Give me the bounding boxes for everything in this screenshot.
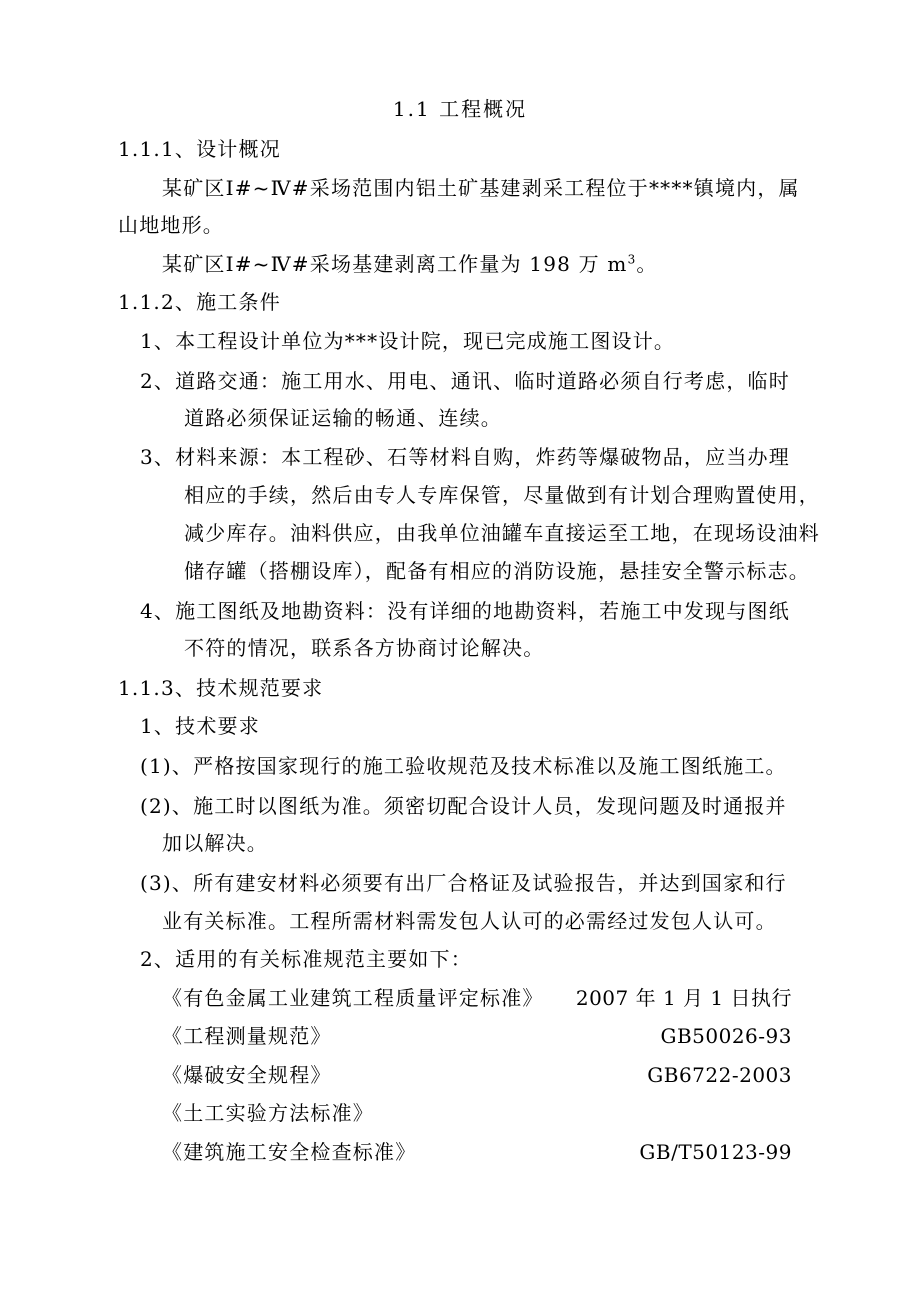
requirement-continuation: 加以解决。 — [162, 831, 268, 855]
requirement-continuation: 业有关标准。工程所需材料需发包人认可的必需经过发包人认可。 — [162, 909, 777, 933]
list-item-continuation: 不符的情况，联系各方协商讨论解决。 — [184, 636, 545, 660]
paragraph-line: 某矿区Ⅰ#~Ⅳ#采场范围内铝土矿基建剥采工程位于****镇境内，属 — [162, 176, 800, 200]
sub-heading: 2、适用的有关标准规范主要如下： — [140, 947, 472, 971]
standard-code: GB/T50123-99 — [639, 1140, 792, 1164]
standard-name: 《工程测量规范》 — [162, 1024, 332, 1048]
list-item: 3、材料来源：本工程砂、石等材料自购，炸药等爆破物品，应当办理 — [140, 445, 790, 469]
section-title: 1.1 工程概况 — [392, 97, 528, 121]
list-item-continuation: 减少库存。油料供应，由我单位油罐车直接运至工地，在现场设油料 — [184, 521, 820, 545]
paragraph-quantity — [162, 251, 658, 277]
standard-name: 《爆破安全规程》 — [162, 1063, 332, 1087]
requirement-item: (1)、严格按国家现行的施工验收规范及技术标准以及施工图纸施工。 — [140, 754, 787, 778]
standard-name: 《有色金属工业建筑工程质量评定标准》 — [162, 986, 544, 1010]
heading-1-1-1: 1.1.1、设计概况 — [118, 137, 281, 161]
standard-code: GB6722-2003 — [647, 1063, 792, 1087]
standard-name: 《建筑施工安全检查标准》 — [162, 1140, 417, 1164]
standard-code: 2007 年 1 月 1 日执行 — [575, 986, 792, 1010]
list-item-continuation: 相应的手续，然后由专人专库保管，尽量做到有计划合理购置使用， — [184, 483, 820, 507]
sub-heading: 1、技术要求 — [140, 714, 260, 738]
requirement-item: (3)、所有建安材料必须要有出厂合格证及试验报告，并达到国家和行 — [140, 871, 787, 895]
heading-1-1-2: 1.1.2、施工条件 — [118, 290, 281, 314]
heading-1-1-3: 1.1.3、技术规范要求 — [118, 676, 324, 700]
list-item: 4、施工图纸及地勘资料：没有详细的地勘资料，若施工中发现与图纸 — [140, 599, 790, 623]
standard-code: GB50026-93 — [660, 1024, 792, 1048]
superscript: 3 — [627, 252, 637, 267]
list-item: 2、道路交通：施工用水、用电、通讯、临时道路必须自行考虑，临时 — [140, 369, 790, 393]
requirement-item: (2)、施工时以图纸为准。须密切配合设计人员，发现问题及时通报并 — [140, 794, 787, 818]
list-item: 1、本工程设计单位为***设计院，现已完成施工图设计。 — [140, 329, 676, 353]
paragraph-tail: 。 — [636, 252, 658, 276]
list-item-continuation: 储存罐（搭棚设库），配备有相应的消防设施，悬挂安全警示标志。 — [184, 559, 810, 583]
paragraph-line: 山地地形。 — [118, 213, 224, 237]
standard-name: 《土工实验方法标准》 — [162, 1101, 374, 1125]
paragraph-text: 某矿区Ⅰ#~Ⅳ#采场基建剥离工作量为 198 万 m — [162, 252, 628, 276]
list-item-continuation: 道路必须保证运输的畅通、连续。 — [184, 406, 502, 430]
